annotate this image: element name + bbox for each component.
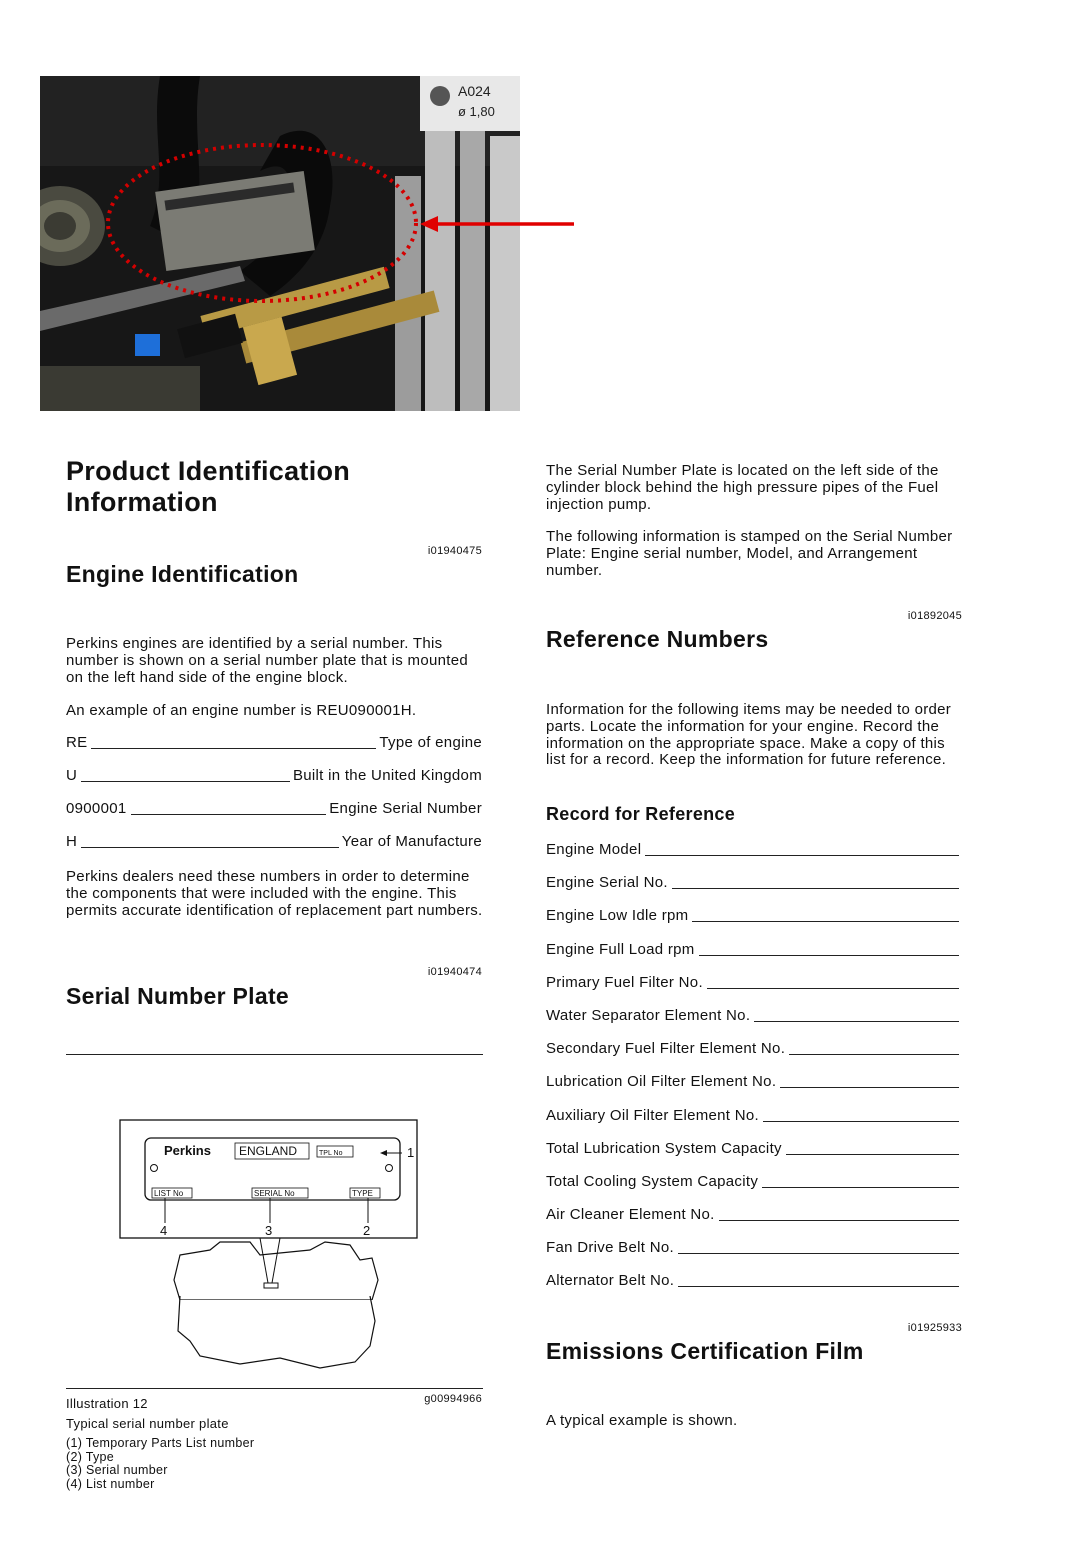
record-blank[interactable]	[678, 1253, 959, 1254]
code-row-code: 0900001	[66, 800, 127, 817]
reference-code: i01940474	[427, 966, 482, 978]
code-row	[66, 734, 482, 752]
record-blank[interactable]	[762, 1187, 959, 1188]
callout-3: 3	[265, 1223, 273, 1238]
record-blank[interactable]	[645, 855, 959, 856]
main-title-line-1: Product Identification	[66, 456, 351, 486]
record-list	[546, 841, 962, 1290]
code-row-meaning: Engine Serial Number	[329, 800, 482, 817]
callout-1: 1	[407, 1145, 415, 1160]
record-row	[546, 1206, 962, 1224]
record-blank[interactable]	[780, 1087, 959, 1088]
reference-code: i01940475	[427, 545, 482, 557]
legend-item: (4) List number	[66, 1476, 155, 1491]
callout-4: 4	[160, 1223, 168, 1238]
record-blank[interactable]	[678, 1286, 959, 1287]
record-label: Total Lubrication System Capacity	[546, 1139, 782, 1157]
divider	[66, 1054, 483, 1055]
record-label: Water Separator Element No.	[546, 1006, 751, 1024]
record-label: Alternator Belt No.	[546, 1272, 675, 1290]
record-label: Fan Drive Belt No.	[546, 1239, 674, 1257]
record-blank[interactable]	[707, 988, 959, 989]
record-row	[546, 907, 962, 925]
record-row	[546, 1107, 962, 1125]
example-line: An example of an engine number is REU090001H.	[66, 702, 417, 719]
code-row-meaning: Type of engine	[379, 734, 482, 751]
legend-item: (1) Temporary Parts List number	[66, 1436, 255, 1450]
code-row-code: H	[66, 833, 78, 850]
plate-serial: SERIAL No	[254, 1189, 295, 1198]
code-row-meaning: Built in the United Kingdom	[292, 767, 482, 784]
record-row	[546, 941, 962, 959]
code-row	[66, 767, 482, 785]
record-label: Engine Model	[546, 841, 642, 858]
record-row	[546, 1040, 962, 1058]
record-row	[546, 1272, 962, 1290]
record-blank[interactable]	[699, 955, 959, 956]
record-blank[interactable]	[786, 1154, 959, 1155]
record-label: Engine Low Idle rpm	[546, 907, 689, 925]
record-row	[546, 1007, 962, 1025]
record-label: Secondary Fuel Filter Element No.	[546, 1040, 786, 1058]
record-row	[546, 1173, 962, 1191]
code-rows	[66, 734, 482, 851]
reference-numbers-heading: Reference Numbers	[546, 626, 769, 652]
record-blank[interactable]	[754, 1021, 959, 1022]
stamped-paragraph: The following information is stamped on the Serial Number Plate: Engine serial number, Model, and Arrangement number.	[546, 528, 953, 579]
code-row-code: RE	[66, 734, 88, 751]
reference-code: i01925933	[907, 1322, 962, 1334]
record-label: Lubrication Oil Filter Element No.	[546, 1073, 777, 1091]
legend-item: (3) Serial number	[66, 1463, 168, 1477]
record-label: Engine Serial No.	[546, 874, 668, 892]
illustration-reference: g00994966	[424, 1393, 482, 1405]
code-row	[66, 833, 482, 851]
engine-identification-paragraph: Perkins engines are identified by a serial number. This number is shown on a serial number plate that is mounted on the left hand side of the engine block.	[66, 635, 469, 686]
record-blank[interactable]	[763, 1121, 959, 1122]
illustration-label: Illustration 12	[66, 1396, 148, 1411]
record-for-reference-heading: Record for Reference	[546, 804, 736, 824]
illustration-caption: Typical serial number plate	[66, 1416, 229, 1431]
record-blank[interactable]	[672, 888, 959, 889]
record-blank[interactable]	[719, 1220, 959, 1221]
code-row-meaning: Year of Manufacture	[341, 833, 482, 850]
emissions-paragraph: A typical example is shown.	[546, 1412, 738, 1429]
plate-tpl: TPL No	[319, 1150, 343, 1157]
code-row	[66, 800, 482, 818]
record-blank[interactable]	[692, 921, 959, 922]
main-title	[66, 456, 486, 518]
illustration-legend	[66, 1437, 466, 1491]
reference-code: i01892045	[907, 610, 962, 622]
record-row	[546, 974, 962, 992]
reference-paragraph: Information for the following items may be needed to order parts. Locate the information for your engine. Record the information on the appropriate space. Make a copy of this list for a record. Keep the information for future reference.	[546, 701, 952, 769]
serial-number-plate-heading: Serial Number Plate	[66, 983, 290, 1009]
engine-silhouette	[170, 1296, 380, 1376]
engine-identification-heading: Engine Identification	[66, 561, 299, 587]
record-blank[interactable]	[789, 1054, 959, 1055]
plate-country: ENGLAND	[239, 1144, 298, 1158]
record-row	[546, 1239, 962, 1257]
record-row	[546, 841, 962, 859]
record-label: Total Cooling System Capacity	[546, 1172, 759, 1190]
photo-label-text: A024	[458, 83, 491, 99]
record-row	[546, 1073, 962, 1091]
serial-plate-illustration	[110, 1110, 430, 1300]
main-title-line-2: Information	[66, 487, 218, 517]
record-label: Air Cleaner Element No.	[546, 1206, 715, 1224]
red-arrow-icon	[418, 212, 578, 236]
record-row	[546, 874, 962, 892]
record-label: Engine Full Load rpm	[546, 940, 695, 958]
callout-2: 2	[363, 1223, 371, 1238]
record-label: Primary Fuel Filter No.	[546, 973, 703, 991]
plate-brand: Perkins	[164, 1143, 211, 1158]
emissions-certification-heading: Emissions Certification Film	[546, 1338, 864, 1364]
divider	[66, 1388, 483, 1389]
legend-item: (2) Type	[66, 1449, 115, 1464]
code-row-code: U	[66, 767, 78, 784]
location-paragraph: The Serial Number Plate is located on the left side of the cylinder block behind the high pressure pipes of the Fuel injection pump.	[546, 462, 939, 513]
record-row	[546, 1140, 962, 1158]
photo-label-text-2: ø 1,80	[458, 104, 495, 119]
record-label: Auxiliary Oil Filter Element No.	[546, 1106, 759, 1124]
plate-list: LIST No	[154, 1189, 184, 1198]
dealers-paragraph: Perkins dealers need these numbers in order to determine the components that were included with the engine. This permits accurate identification of replacement part numbers.	[66, 868, 483, 919]
engine-photo	[40, 76, 520, 411]
plate-type: TYPE	[352, 1189, 373, 1198]
